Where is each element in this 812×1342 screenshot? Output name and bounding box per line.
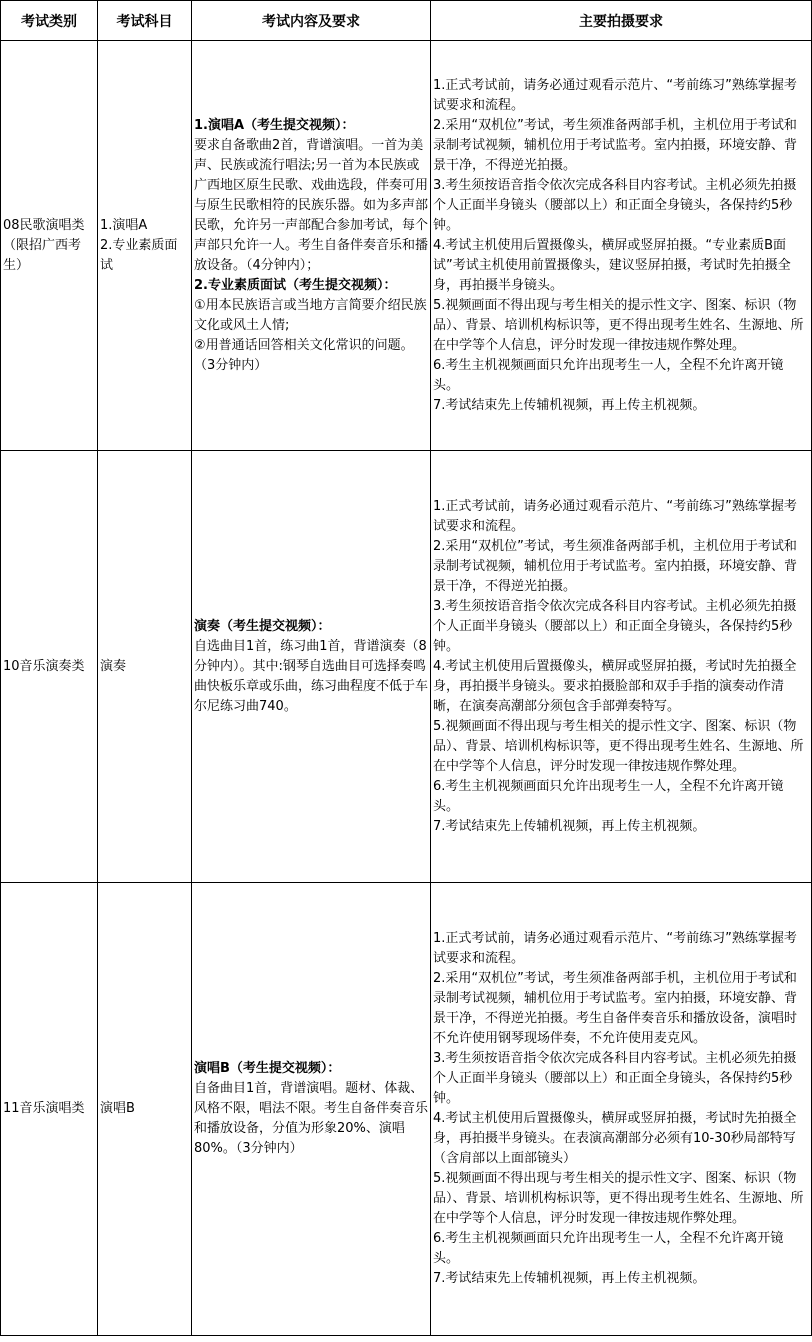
header-requirements: 主要拍摄要求 <box>431 1 812 41</box>
requirement-item: 1.正式考试前，请务必通过观看示范片、“考前练习”熟练掌握考试要求和流程。 <box>433 931 797 966</box>
content-text: 自选曲目1首，练习曲1首，背谱演奏（8分钟内）。其中:钢琴自选曲目可选择奏鸣曲快板乐章或乐曲，练习曲程度不低于车尔尼练习曲740。 <box>194 638 429 714</box>
requirement-item: 4.考试主机使用后置摄像头，横屏或竖屏拍摄，考试时先拍摄全身，再拍摄半身镜头。要求拍摄脸部和双手手指的演奏动作清晰，在演奏高潮部分须包含手部弹奏特写。 <box>433 658 797 714</box>
content-heading: 演唱B（考生提交视频）： <box>194 1061 341 1076</box>
requirement-item: 6.考生主机视频画面只允许出现考生一人，全程不允许离开镜头。 <box>433 357 784 393</box>
requirement-item: 6.考生主机视频画面只允许出现考生一人，全程不允许离开镜头。 <box>433 1231 784 1266</box>
content-text: ②用普通话回答相关文化常识的问题。（3分钟内） <box>194 337 414 373</box>
content-text: ①用本民族语言或当地方言简要介绍民族文化或风土人情; <box>194 297 427 333</box>
content-cell <box>192 451 431 883</box>
requirement-item: 5.视频画面不得出现与考生相关的提示性文字、图案、标识（物品）、背景、培训机构标识等，更不得出现考生姓名、生源地、所在中学等个人信息，评分时发现一律按违规作弊处理。 <box>433 1171 804 1226</box>
requirement-item: 4.考试主机使用后置摄像头，横屏或竖屏拍摄，考试时先拍摄全身，再拍摄半身镜头。在表演高潮部分必须有10-30秒局部特写（含肩部以上面部镜头） <box>433 1111 797 1166</box>
requirement-item: 4.考试主机使用后置摄像头，横屏或竖屏拍摄。“专业素质B面试”考试主机使用前置摄像头，建议竖屏拍摄，考试时先拍摄全身，再拍摄半身镜头。 <box>433 237 791 293</box>
header-category: 考试类别 <box>1 1 98 41</box>
requirements-cell <box>431 451 812 883</box>
content-text: 自备曲目1首，背谱演唱。题材、体裁、风格不限，唱法不限。考生自备伴奏音乐和播放设备，分值为形象20%、演唱80%。（3分钟内） <box>194 1081 429 1156</box>
requirement-item: 2.采用“双机位”考试，考生须准备两部手机，主机位用于考试和录制考试视频，辅机位用于考试监考。室内拍摄，环境安静、背景干净，不得逆光拍摄。 <box>433 538 798 594</box>
requirement-item: 1.正式考试前，请务必通过观看示范片、“考前练习”熟练掌握考试要求和流程。 <box>433 77 797 113</box>
requirement-item: 7.考试结束先上传辅机视频，再上传主机视频。 <box>433 1271 706 1286</box>
subject-item: 1.演唱A <box>100 217 148 233</box>
subject-item: 演唱B <box>100 1101 135 1116</box>
category-cell: 10音乐演奏类 <box>1 451 98 883</box>
requirement-item: 2.采用“双机位”考试，考生须准备两部手机，主机位用于考试和录制考试视频，辅机位用于考试监考。室内拍摄，环境安静、背景干净，不得逆光拍摄。考生自备伴奏音乐和播放设备，演唱时不允许使用钢琴现场伴奏，不允许使用麦克风。 <box>433 971 798 1046</box>
content-cell <box>192 41 431 451</box>
requirement-item: 2.采用“双机位”考试，考生须准备两部手机，主机位用于考试和录制考试视频，辅机位用于考试监考。室内拍摄，环境安静、背景干净，不得逆光拍摄。 <box>433 117 798 173</box>
requirement-item: 7.考试结束先上传辅机视频，再上传主机视频。 <box>433 818 706 834</box>
requirement-item: 5.视频画面不得出现与考生相关的提示性文字、图案、标识（物品）、背景、培训机构标识等，更不得出现考生姓名、生源地、所在中学等个人信息，评分时发现一律按违规作弊处理。 <box>433 718 804 774</box>
table-header-row <box>1 1 812 41</box>
table-row <box>1 883 812 1336</box>
subject-item: 2.专业素质面试 <box>100 237 178 273</box>
requirements-cell <box>431 41 812 451</box>
content-heading: 1.演唱A（考生提交视频）： <box>194 117 355 133</box>
requirement-item: 3.考生须按语音指令依次完成各科目内容考试。主机必须先拍摄个人正面半身镜头（腰部以上）和正面全身镜头，各保持约5秒钟。 <box>433 598 797 654</box>
requirement-item: 1.正式考试前，请务必通过观看示范片、“考前练习”熟练掌握考试要求和流程。 <box>433 498 797 534</box>
requirements-cell <box>431 883 812 1336</box>
category-cell: 11音乐演唱类 <box>1 883 98 1336</box>
requirement-item: 6.考生主机视频画面只允许出现考生一人，全程不允许离开镜头。 <box>433 778 784 814</box>
content-heading: 演奏（考生提交视频）： <box>194 618 331 634</box>
content-text: 要求自备歌曲2首，背谱演唱。一首为美声、民族或流行唱法;另一首为本民族或广西地区原生民歌、戏曲选段，伴奏可用与原生民歌相符的民族乐器。如为多声部民歌，允许另一声部配合参加考试，每个声部只允许一人。考生自备伴奏音乐和播放设备。（4分钟内）； <box>194 137 429 273</box>
subject-item: 演奏 <box>100 658 127 674</box>
requirement-item: 3.考生须按语音指令依次完成各科目内容考试。主机必须先拍摄个人正面半身镜头（腰部以上）和正面全身镜头，各保持约5秒钟。 <box>433 1051 797 1106</box>
header-subject: 考试科目 <box>98 1 192 41</box>
requirement-item: 3.考生须按语音指令依次完成各科目内容考试。主机必须先拍摄个人正面半身镜头（腰部以上）和正面全身镜头，各保持约5秒钟。 <box>433 177 797 233</box>
table-row <box>1 41 812 451</box>
requirement-item: 5.视频画面不得出现与考生相关的提示性文字、图案、标识（物品）、背景、培训机构标识等，更不得出现考生姓名、生源地、所在中学等个人信息，评分时发现一律按违规作弊处理。 <box>433 297 804 353</box>
requirement-item: 7.考试结束先上传辅机视频，再上传主机视频。 <box>433 397 706 413</box>
category-cell: 08民歌演唱类（限招广西考生） <box>1 41 98 451</box>
content-heading: 2.专业素质面试（考生提交视频）： <box>194 277 397 293</box>
table-row <box>1 451 812 883</box>
header-content: 考试内容及要求 <box>192 1 431 41</box>
subject-cell <box>98 883 192 1336</box>
subject-cell <box>98 41 192 451</box>
content-cell <box>192 883 431 1336</box>
subject-cell <box>98 451 192 883</box>
